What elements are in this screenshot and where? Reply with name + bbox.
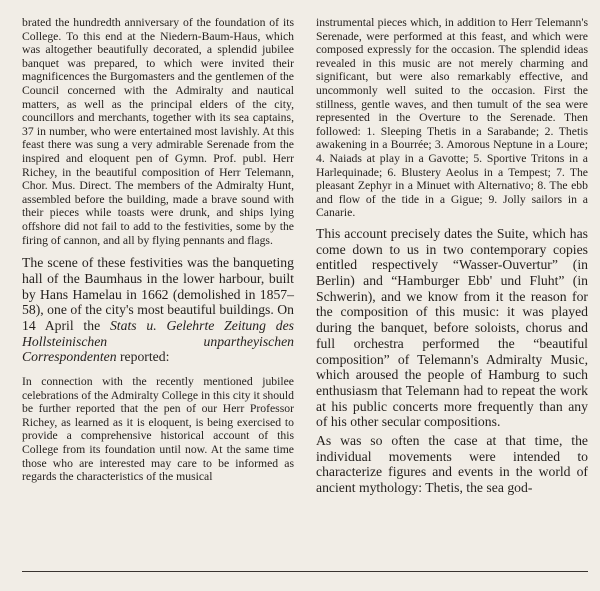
body-text: The scene of these festivities was the banqueting hall of the Baumhaus in the lower harbour, built by Hans Hamelau in 1662 (demolished in 1857–58), one of the city's most beautiful buildings. On 14 April the xyxy=(22,255,294,333)
left-column xyxy=(22,16,294,492)
footer-rule xyxy=(22,571,588,572)
right-column xyxy=(316,16,588,499)
body-paragraph: This account precisely dates the Suite, which has come down to us in two contemporary copies entitled respectively “Wasser-Ouvertur” (in Berlin) and “Hamburger Ebb' und Fluht” (in Schwerin), and we know from it the reason for the composition of this music: it was played during the banquet, before soloists, chorus and full orchestra performed the “beautiful composition” of Telemann's Admiralty Music, which aroused the people of Hamburg to such enthusiasm that Telemann had to repeat the work at his public concerts more frequently than any of his other secular compositions. xyxy=(316,225,588,430)
body-text-end: reported: xyxy=(116,349,170,365)
body-paragraph xyxy=(22,255,294,365)
quoted-report-paragraph: brated the hundredth anniversary of the foundation of its College. To this end at the Niedern-Baum-Haus, which was altogether beautifully decorated, a splendid jubilee banquet was prepared, to which were invited their magnificences the Burgomasters and the gentlemen of the Council concerned with the Admiralty and nautical matters, as well as the principal elders of the city, councillors and merchants, together with its sea captains, 37 in number, who were entertained most lavishly. At this feast there was sung a very admirable Serenade from the inspired and eloquent pen of Gymn. Prof. publ. Herr Richey, in the beautiful composition of Herr Telemann, Chor. Mus. Direct. The members of the Admiralty Hunt, assembled before the building, made a brave sound with their pieces while toasts were drunk, and ships lying offshore did not fail to add to the festivities, some by the firing of cannon, and all by flying pennants and flags. xyxy=(22,16,294,247)
quoted-report-paragraph: instrumental pieces which, in addition to Herr Telemann's Serenade, were performed at this feast, and which were composed expressly for the occasion. The splendid ideas revealed in this music are not merely charming and significant, but were also remarkably effective, and uncommonly well suited to the occasion. First the stillness, gentle waves, and then tumult of the sea were represented in the Overture to the Serenade. Then followed: 1. Sleeping Thetis in a Sarabande; 2. Thetis awakening in a Bourrée; 3. Amorous Neptune in a Loure; 4. Naiads at play in a Gavotte; 5. Sportive Tritons in a Harlequinade; 6. Blustery Aeolus in a Tempest; 7. The pleasant Zephyr in a Minuet with Alternativo; 8. The ebb and flow of the tide in a Gigue; 9. Jolly sailors in a Canarie. xyxy=(316,16,588,220)
body-paragraph: As was so often the case at that time, the individual movements were intended to characterize figures and events in the world of ancient mythology: Thetis, the sea god- xyxy=(316,433,588,496)
quoted-report-paragraph: In connection with the recently mentioned jubilee celebrations of the Admiralty College in this city it should be further reported that the pen of our Herr Professor Richey, as learned as it is eloquent, is being exercised to provide a comprehensive historical account of this College from its foundation until now. At the same time those who are interested may care to be informed as regards the characteristics of the musical xyxy=(22,375,294,484)
newspaper-title: Stats u. Gelehrte Zeitung des Hollsteinischen unpartheyischen Correspondenten xyxy=(22,317,295,365)
